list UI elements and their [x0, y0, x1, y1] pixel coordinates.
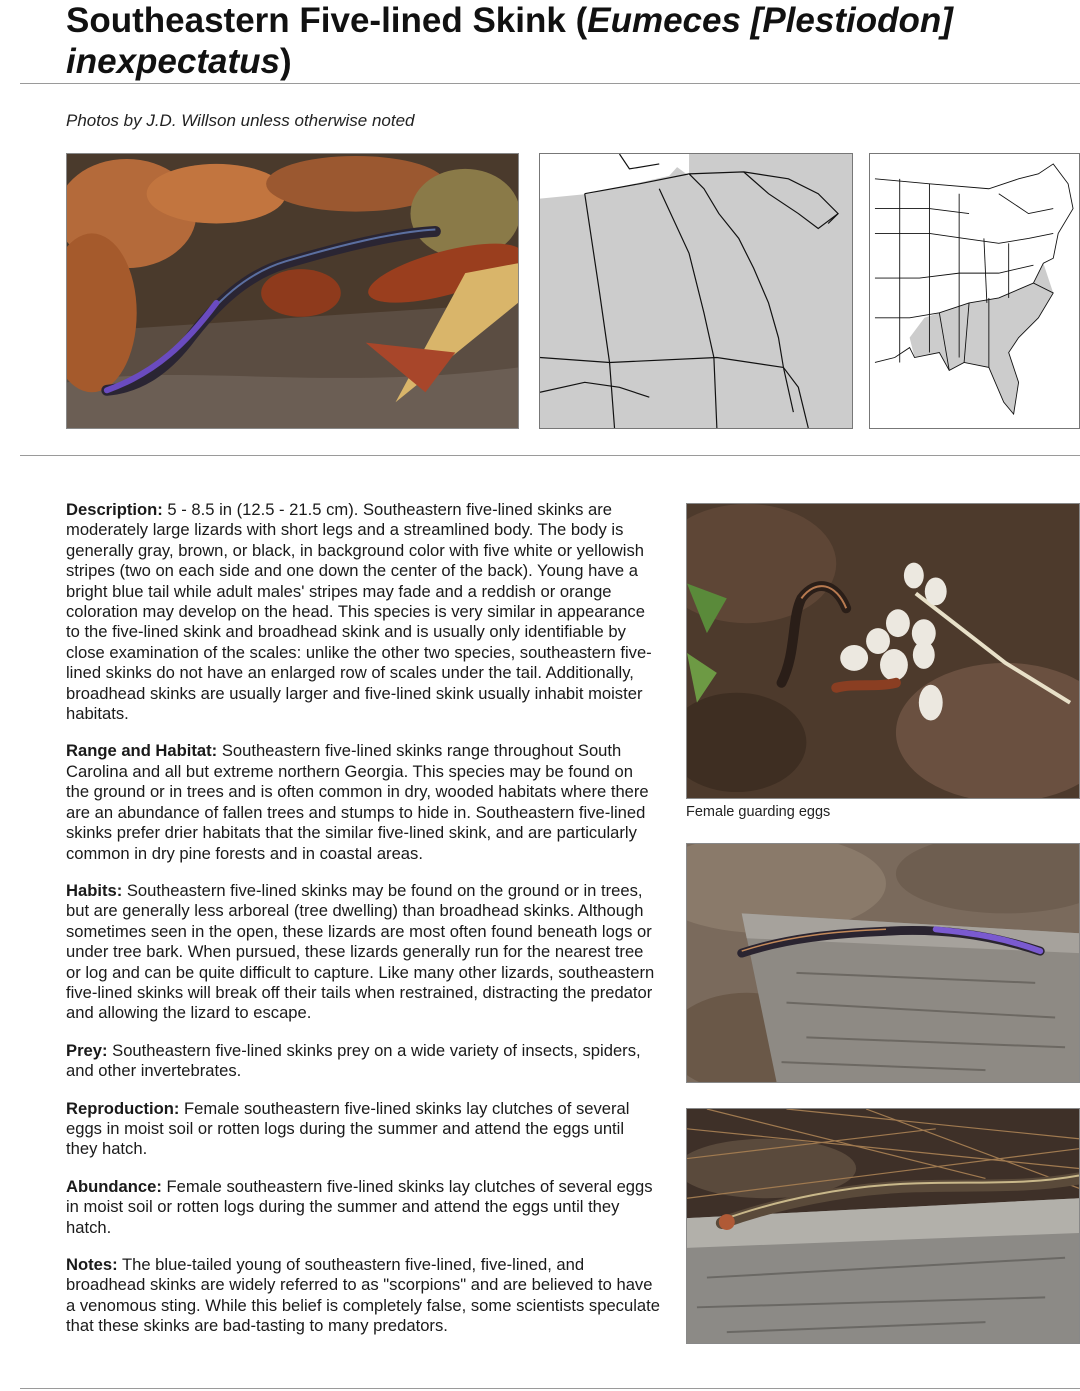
female-guarding-eggs-photo — [686, 503, 1080, 799]
habits-paragraph — [66, 881, 660, 1024]
description-text: 5 - 8.5 in (12.5 - 21.5 cm). Southeastern five-lined skinks are moderately large lizards with short legs and a streamlined body. The body is generally gray, brown, or black, in background color with five white or yellowish stripes (two on each side and one down the center of the back). Young have a bright blue tail while adult males' stripes may fade and a reddish or orange coloration may develop on the head. This species is very similar in appearance to the five-lined skink and broadhead skink and is usually only identifiable by close examination of the scales: unlike the other two species, southeastern five-lined skinks do not have an enlarged row of scales under the tail. Additionally, broadhead skinks are usually larger and five-lined skink usually inhabit moister habitats. — [66, 500, 652, 724]
page-title — [66, 0, 1026, 82]
title-close: ) — [279, 42, 292, 81]
section-divider — [20, 455, 1080, 456]
notes-paragraph — [66, 1255, 660, 1337]
photo-credit: Photos by J.D. Willson unless otherwise noted — [66, 111, 415, 130]
habits-label: Habits: — [66, 880, 123, 900]
description-label: Description: — [66, 500, 163, 519]
range-habitat-label: Range and Habitat: — [66, 741, 218, 761]
title-plain: Southeastern Five-lined Skink ( — [66, 1, 588, 40]
notes-label: Notes: — [66, 1255, 118, 1274]
prey-label: Prey: — [66, 1040, 108, 1060]
skink-on-log-photo — [686, 843, 1080, 1083]
abundance-label: Abundance: — [66, 1176, 162, 1196]
reproduction-paragraph — [66, 1099, 660, 1160]
eggs-photo-caption: Female guarding eggs — [686, 804, 831, 820]
header-divider — [20, 83, 1080, 84]
description-paragraph — [66, 500, 660, 724]
range-map-eastern-us — [869, 153, 1080, 429]
reproduction-label: Reproduction: — [66, 1098, 180, 1118]
footer-divider — [20, 1388, 1080, 1389]
title-scientific-name: Eumeces [Plestiodon] inexpectatus — [66, 1, 953, 81]
reproduction-text: Female southeastern five-lined skinks lay clutches of several eggs in moist soil or rotten logs during the summer and attend the eggs until they hatch. — [66, 1098, 630, 1159]
range-habitat-paragraph — [66, 741, 660, 863]
prey-paragraph — [66, 1041, 660, 1082]
skink-on-leaves-photo — [66, 153, 519, 429]
prey-text: Southeastern five-lined skinks prey on a wide variety of insects, spiders, and other invertebrates. — [66, 1040, 641, 1081]
range-map-sc-ga — [539, 153, 853, 429]
notes-text: The blue-tailed young of southeastern five-lined, five-lined, and broadhead skinks are widely referred to as "scorpions" and are believed to have a venomous sting. While this belief is completely false, some scientists speculate that these skinks are bad-tasting to many predators. — [66, 1255, 660, 1336]
skink-in-pine-straw-photo — [686, 1108, 1080, 1344]
species-account — [66, 500, 660, 1354]
range-habitat-text: Southeastern five-lined skinks range throughout South Carolina and all but extreme northern Georgia. This species may be found on the ground or in trees and is often common in dry, wooded habitats where there are an abundance of fallen trees and stumps to hide in. Southeastern five-lined skinks prefer drier habitats that the similar five-lined skink, and are particularly common in dry pine forests and in coastal areas. — [66, 741, 649, 863]
abundance-text: Female southeastern five-lined skinks lay clutches of several eggs in moist soil or rotten logs during the summer and attend the eggs until they hatch. — [66, 1176, 653, 1237]
abundance-paragraph — [66, 1177, 660, 1238]
habits-text: Southeastern five-lined skinks may be found on the ground or in trees, but are generally less arboreal (tree dwelling) than broadhead skinks. Although sometimes seen in the open, these lizards are most often found beneath logs or under tree bark. When pursued, these lizards generally run for the nearest tree or log and can be quite difficult to capture. Like many other lizards, southeastern five-lined skinks will break off their tails when restrained, distracting the predator and allowing the lizard to escape. — [66, 880, 655, 1023]
